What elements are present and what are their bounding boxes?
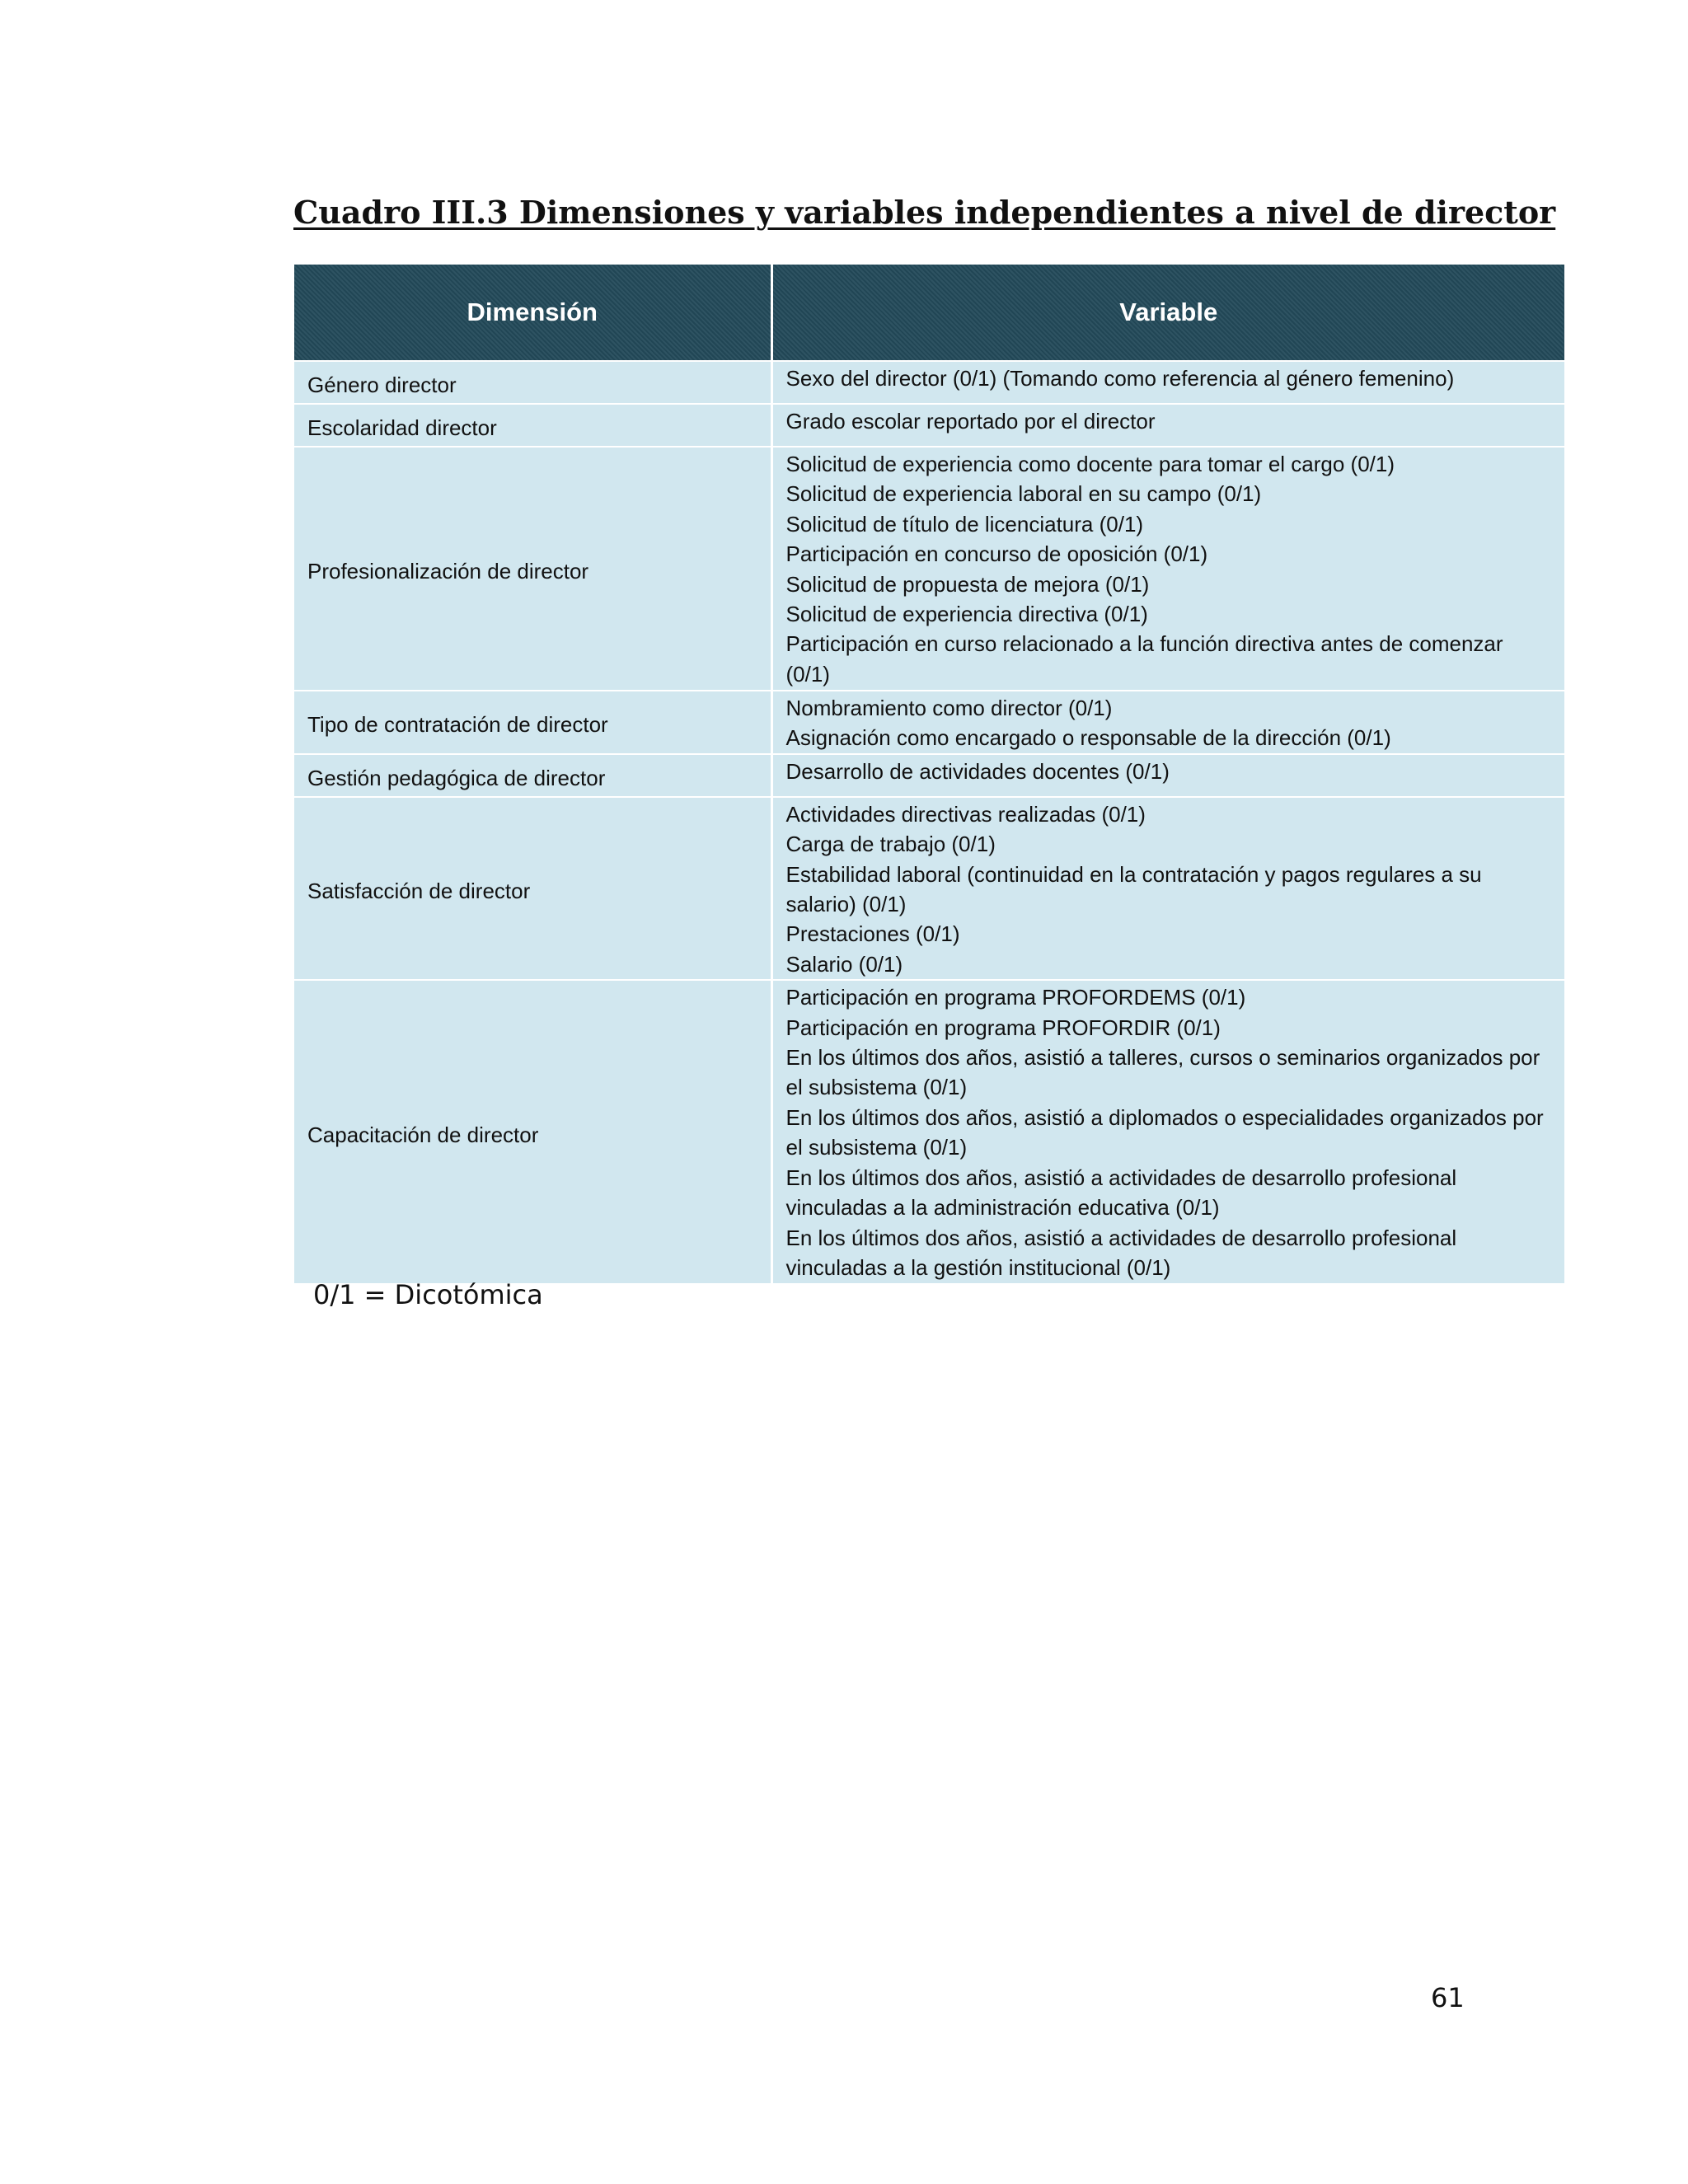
header-dimension: Dimensión (294, 265, 771, 361)
variable-cell (771, 361, 1564, 404)
variable-item: Participación en programa PROFORDEMS (0/1) (785, 985, 1246, 1010)
variable-item: Asignación como encargado o responsable de la dirección (0/1) (785, 725, 1391, 751)
variable-item: Actividades directivas realizadas (0/1) (785, 801, 1146, 827)
dimensions-variables-table (294, 265, 1564, 1283)
variable-cell (771, 447, 1564, 691)
variable-item: Estabilidad laboral (continuidad en la contratación y pagos regulares a su salario) (0/1) (785, 861, 1482, 917)
variable-cell (771, 404, 1564, 447)
variable-cell (771, 691, 1564, 754)
variable-item: Carga de trabajo (0/1) (785, 832, 996, 857)
table-row (294, 797, 1564, 980)
dimension-cell: Tipo de contratación de director (294, 691, 771, 754)
variable-item: Prestaciones (0/1) (785, 921, 960, 947)
variable-item: Grado escolar reportado por el director (785, 409, 1156, 434)
table-row (294, 980, 1564, 1283)
dimension-cell: Capacitación de director (294, 980, 771, 1283)
table-row (294, 361, 1564, 404)
variable-cell (771, 797, 1564, 980)
variable-item: Participación en curso relacionado a la función directiva antes de comenzar (0/1) (785, 631, 1503, 687)
variable-item: Solicitud de título de licenciatura (0/1) (785, 511, 1144, 537)
table-row (294, 447, 1564, 691)
variable-item: Solicitud de experiencia directiva (0/1) (785, 602, 1148, 627)
table-row (294, 754, 1564, 797)
page-title: Cuadro III.3 Dimensiones y variables independientes a nivel de director (293, 194, 1556, 231)
variable-item: Solicitud de propuesta de mejora (0/1) (785, 571, 1150, 597)
variable-item: Solicitud de experiencia laboral en su campo (0/1) (785, 481, 1262, 507)
dimension-cell: Gestión pedagógica de director (294, 754, 771, 797)
table-header-row (294, 265, 1564, 361)
variable-item: Nombramiento como director (0/1) (785, 696, 1113, 720)
variable-cell (771, 980, 1564, 1283)
variable-item: Solicitud de experiencia como docente para tomar el cargo (0/1) (785, 452, 1395, 476)
variable-item: Participación en programa PROFORDIR (0/1) (785, 1015, 1221, 1040)
table-row (294, 404, 1564, 447)
variable-item: Participación en concurso de oposición (0/1) (785, 541, 1208, 567)
variable-item: En los últimos dos años, asistió a actividades de desarrollo profesional vinculadas a la gestión institucional (0/1) (785, 1225, 1457, 1280)
variable-item: En los últimos dos años, asistió a actividades de desarrollo profesional vinculadas a la administración educativa (0/1) (785, 1165, 1457, 1221)
footnote: 0/1 = Dicotómica (313, 1279, 543, 1310)
variable-item: En los últimos dos años, asistió a diplomados o especialidades organizados por el subsistema (0/1) (785, 1104, 1544, 1160)
dimension-cell: Satisfacción de director (294, 797, 771, 980)
table-row (294, 691, 1564, 754)
page-number: 61 (1431, 1982, 1465, 2013)
variable-item: Desarrollo de actividades docentes (0/1) (785, 758, 1170, 784)
dimension-cell: Escolaridad director (294, 404, 771, 447)
variable-item: Sexo del director (0/1) (Tomando como referencia al género femenino) (785, 366, 1455, 391)
variable-cell (771, 754, 1564, 797)
variable-item: Salario (0/1) (785, 951, 903, 977)
dimension-cell: Profesionalización de director (294, 447, 771, 691)
header-variable: Variable (771, 265, 1564, 361)
variable-item: En los últimos dos años, asistió a talleres, cursos o seminarios organizados por el subsistema (0/1) (785, 1045, 1540, 1100)
dimension-cell: Género director (294, 361, 771, 404)
